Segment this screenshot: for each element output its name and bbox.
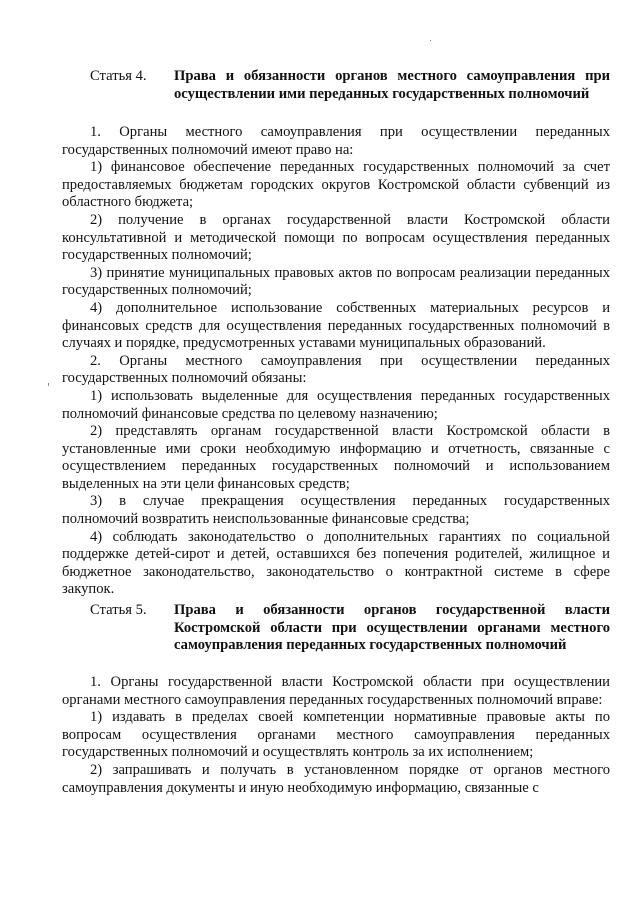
- article-5-paragraph: 2) запрашивать и получать в установленном порядке от органов местного самоуправления документы и иную необходимую информацию, связанные с: [62, 761, 610, 796]
- article-4-paragraph: 3) принятие муниципальных правовых актов по вопросам реализации переданных государственных полномочий;: [62, 264, 610, 299]
- article-5-paragraph: 1. Органы государственной власти Костромской области при осуществлении органами местного самоуправления переданных государственных полномочий вправе:: [62, 674, 610, 708]
- article-5-header: [90, 602, 610, 655]
- scan-speck: [48, 383, 49, 386]
- article-4-paragraph: 2) представлять органам государственной власти Костромской области в установленные ими сроки необходимую информацию и отчетность, связанные с осуществлением переданных государственных полномочий и использованием выделенных на эти цели финансовых средств;: [62, 423, 610, 492]
- article-5-paragraph: 1) издавать в пределах своей компетенции нормативные правовые акты по вопросам осуществления органами местного самоуправления переданных государственных полномочий и осуществлять контроль за их исполнением;: [62, 709, 610, 761]
- article-4-body: [62, 124, 610, 599]
- article-4-paragraph: 4) дополнительное использование собственных материальных ресурсов и финансовых средств для осуществления переданных государственных полномочий в случаях и порядке, предусмотренных уставами муниципальных образований.: [62, 299, 610, 352]
- article-4-number: Статья 4.: [90, 68, 147, 84]
- article-5-title: Права и обязанности органов государственной власти Костромской области при осуществлении органами местного самоуправления переданных государственных полномочий: [174, 602, 610, 654]
- article-4-paragraph: 1. Органы местного самоуправления при осуществлении переданных государственных полномочий имеют право на:: [62, 124, 610, 158]
- article-4-paragraph: 1) использовать выделенные для осуществления переданных государственных полномочий финансовые средства по целевому назначению;: [62, 387, 610, 422]
- article-4-header: [90, 68, 610, 103]
- article-5-number: Статья 5.: [90, 602, 147, 618]
- article-4-paragraph: 2) получение в органах государственной власти Костромской области консультативной и методической помощи по вопросам осуществления переданных государственных полномочий;: [62, 211, 610, 264]
- article-4-paragraph: 3) в случае прекращения осуществления переданных государственных полномочий возвратить неиспользованные финансовые средства;: [62, 493, 610, 528]
- article-4-title: Права и обязанности органов местного самоуправления при осуществлении ими переданных государственных полномочий: [174, 68, 610, 102]
- article-4-paragraph: 1) финансовое обеспечение переданных государственных полномочий за счет предоставляемых бюджетам городских округов Костромской области субвенций из областного бюджета;: [62, 159, 610, 211]
- article-4-paragraph: 2. Органы местного самоуправления при осуществлении переданных государственных полномочий обязаны:: [62, 352, 610, 387]
- article-5-body: [62, 674, 610, 797]
- scan-speck: [430, 40, 431, 41]
- article-4-paragraph: 4) соблюдать законодательство о дополнительных гарантиях по социальной поддержке детей-сирот и детей, оставшихся без попечения родителей, жилищное и бюджетное законодательство, законодательство о контрактной системе в сфере закупок.: [62, 528, 610, 598]
